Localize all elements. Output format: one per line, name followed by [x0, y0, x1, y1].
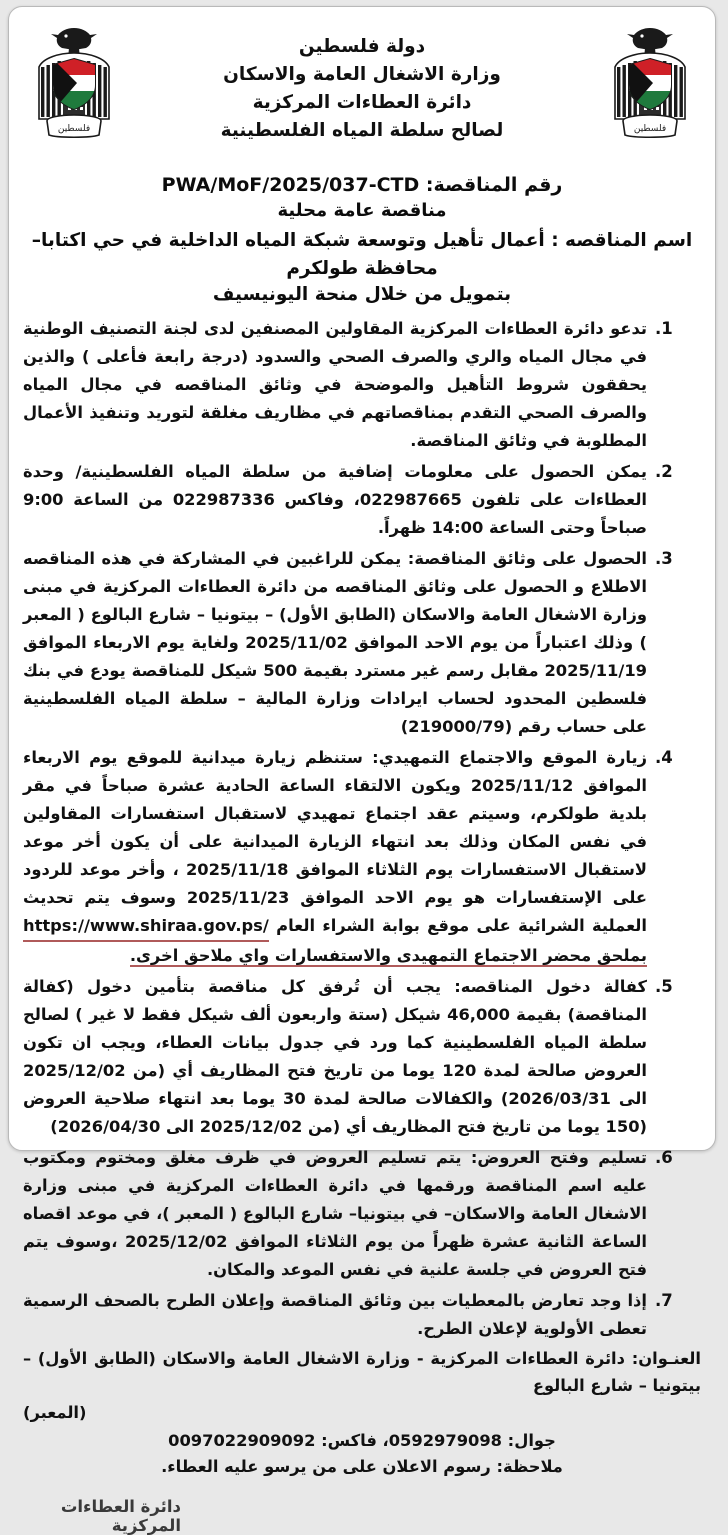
- tender-number-label: رقم المناقصة:: [425, 174, 563, 196]
- clause-text: يمكن الحصول على معلومات إضافية من سلطة المياه الفلسطينية/ وحدة العطاءات على تلفون 022987665، وفاكس 022987336 من الساعة 9:00 صباحاً وحتى الساعة 14:00 ظهراً.: [23, 461, 648, 537]
- clause-number: .4: [655, 747, 673, 767]
- tender-name: اسم المناقصه : أعمال تأهيل وتوسعة شبكة المياه الداخلية في حي اكتابا– محافظة طولكرم: [31, 230, 693, 279]
- header-line-beneficiary: لصالح سلطة المياه الفلسطينية: [220, 120, 504, 142]
- clause-number: .7: [655, 1291, 673, 1311]
- clause-number: .6: [655, 1147, 673, 1167]
- header-line-department: دائرة العطاءات المركزية: [252, 92, 472, 114]
- advertising-fee-note: ملاحظة: رسوم الاعلان على من يرسو عليه العطاء.: [161, 1457, 563, 1477]
- document-header: [9, 7, 715, 169]
- clause-item: [23, 545, 701, 741]
- tender-type: مناقصة عامة محلية: [277, 200, 447, 221]
- clause-text-part2: بملحق محضر الاجتماع التمهيدى والاستفسارات واي ملاحق اخرى.: [129, 945, 647, 965]
- clause-text-with-link: [23, 744, 647, 970]
- header-line-state: دولة فلسطين: [298, 36, 426, 57]
- clause-item: [23, 315, 701, 455]
- clause-item: [23, 458, 701, 542]
- clause-number: .1: [655, 318, 673, 338]
- clause-text: تدعو دائرة العطاءات المركزية المقاولين المصنفين لدى لجنة التصنيف الوطنية في مجال المياه والري والصرف الصحي والسدود (درجة رابعة فأعلى ) والذين يحققون شروط التأهيل والموضحة في وثائق المناقصه في مجال المياه والصرف الصحي التقدم بمناقصاتهم في مظاريف مغلقة لتوريد وتنفيذ الأعمال المطلوبة في وثائق المناقصة.: [23, 318, 647, 450]
- header-line-ministry: وزارة الاشغال العامة والاسكان: [223, 64, 501, 86]
- clause-item: [23, 1287, 701, 1343]
- svg-text:فلسطين: فلسطين: [57, 124, 91, 134]
- tender-funding: بتمويل من خلال منحة اليونيسيف: [212, 283, 512, 305]
- palestine-coat-of-arms-icon-right: [607, 23, 693, 151]
- clause-text: تسليم وفتح العروض: يتم تسليم العروض في ظرف مغلق ومختوم ومكتوب عليه اسم المناقصة ورقمها في دائرة العطاءات المركزية في مبنى وزارة الاشغال العامة والاسكان– في بيتونيا– شارع البالوع ( المعبر )، في موعد اقصاه الساعة الثانية عشرة ظهراً من يوم الثلاثاء الموافق 2025/12/02 ،وسوف يتم فتح العروض في جلسة علنية في نفس الموعد والمكان.: [23, 1147, 647, 1280]
- clause-text: كفالة دخول المناقصه: يجب أن تُرفق كل مناقصة بتأمين دخول (كفالة المناقصة) بقيمة 46,000 شيكل (ستة واربعون ألف شيكل فقط لا غير ) لصالح سلطة المياه الفلسطينية كما ورد في جدول بيانات العطاء، ويجب ان تكون العروض صالحة لمدة 120 يوما من تاريخ فتح المظاريف أي (من 2025/12/02 الى 2026/03/31) والكفالات صالحة لمدة 30 يوما بعد انتهاء صلاحية العروض (150 يوما من تاريخ فتح المظاريف أي (من 2025/12/02 الى 2026/04/30): [23, 976, 648, 1136]
- clause-item: [23, 973, 701, 1141]
- document-footer: [9, 1346, 715, 1535]
- address-line-2: (المعبر): [23, 1402, 87, 1422]
- clause-number: .3: [655, 548, 673, 568]
- svg-text:فلسطين: فلسطين: [633, 124, 667, 134]
- palestine-coat-of-arms-icon-left: [31, 23, 117, 151]
- tender-number-value: PWA/MoF/2025/037-CTD: [161, 174, 420, 196]
- clause-text: الحصول على وثائق المناقصة: يمكن للراغبين في المشاركة في هذه المناقصه الاطلاع و الحصول على وثائق المناقصه من دائرة العطاءات المركزية في مبنى وزارة الاشغال العامة والاسكان (الطابق الأول) – بيتونيا – شارع البالوع ( المعبر ) وذلك اعتباراً من يوم الاحد الموافق 2025/11/02 ولغاية يوم الاربعاء الموافق 2025/11/19 مقابل رسم غير مسترد بقيمة 500 شيكل للمناقصة يودع في بنك فلسطين المحدود لحساب ايرادات وزارة المالية – سلطة المياه الفلسطينية على حساب رقم (219000/79): [23, 548, 647, 736]
- tender-number: [9, 174, 715, 196]
- contact-line: جوال: 0592979098، فاكس: 0097022909092: [168, 1430, 556, 1450]
- clause-text-part1: زيارة الموقع والاجتماع التمهيدي: ستنظم زيارة ميدانية للموقع يوم الاربعاء الموافق 2025/11/12 ويكون الالتقاء الساعة الحادية عشرة صباحاً في مقر بلدية طولكرم، وسيتم عقد اجتماع تمهيدي لاستقبال استفسارات المقاولين في نفس المكان وذلك بعد انتهاء الزيارة الميدانية على أن يكون أخر موعد لاستقبال الاستفسارات يوم الثلاثاء الموافق 2025/11/18 ، وأخر موعد للردود على الإستفسارات هو يوم الاحد الموافق 2025/11/23 وسوف يتم تحديث العملية الشرائية على موقع بوابة الشراء العام: [23, 747, 647, 935]
- clause-item: [23, 744, 701, 970]
- clause-number: .2: [655, 461, 673, 481]
- address-line-1: العنـوان: دائرة العطاءات المركزية - وزارة الاشغال العامة والاسكان (الطابق الأول) – بيتونيا – شارع البالوع: [23, 1349, 701, 1395]
- tender-document-page: [8, 6, 716, 1535]
- clause-number: .5: [655, 976, 673, 996]
- shiraa-portal-link[interactable]: https://www.shiraa.gov.ps/: [23, 912, 269, 942]
- clause-text: إذا وجد تعارض بالمعطيات بين وثائق المناقصة وإعلان الطرح بالصحف الرسمية تعطى الأولوية لإعلان الطرح.: [23, 1291, 647, 1339]
- clause-item: [23, 1144, 701, 1284]
- clause-list: [9, 315, 715, 1344]
- signature-department: دائرة العطاءات المركزية: [60, 1497, 181, 1535]
